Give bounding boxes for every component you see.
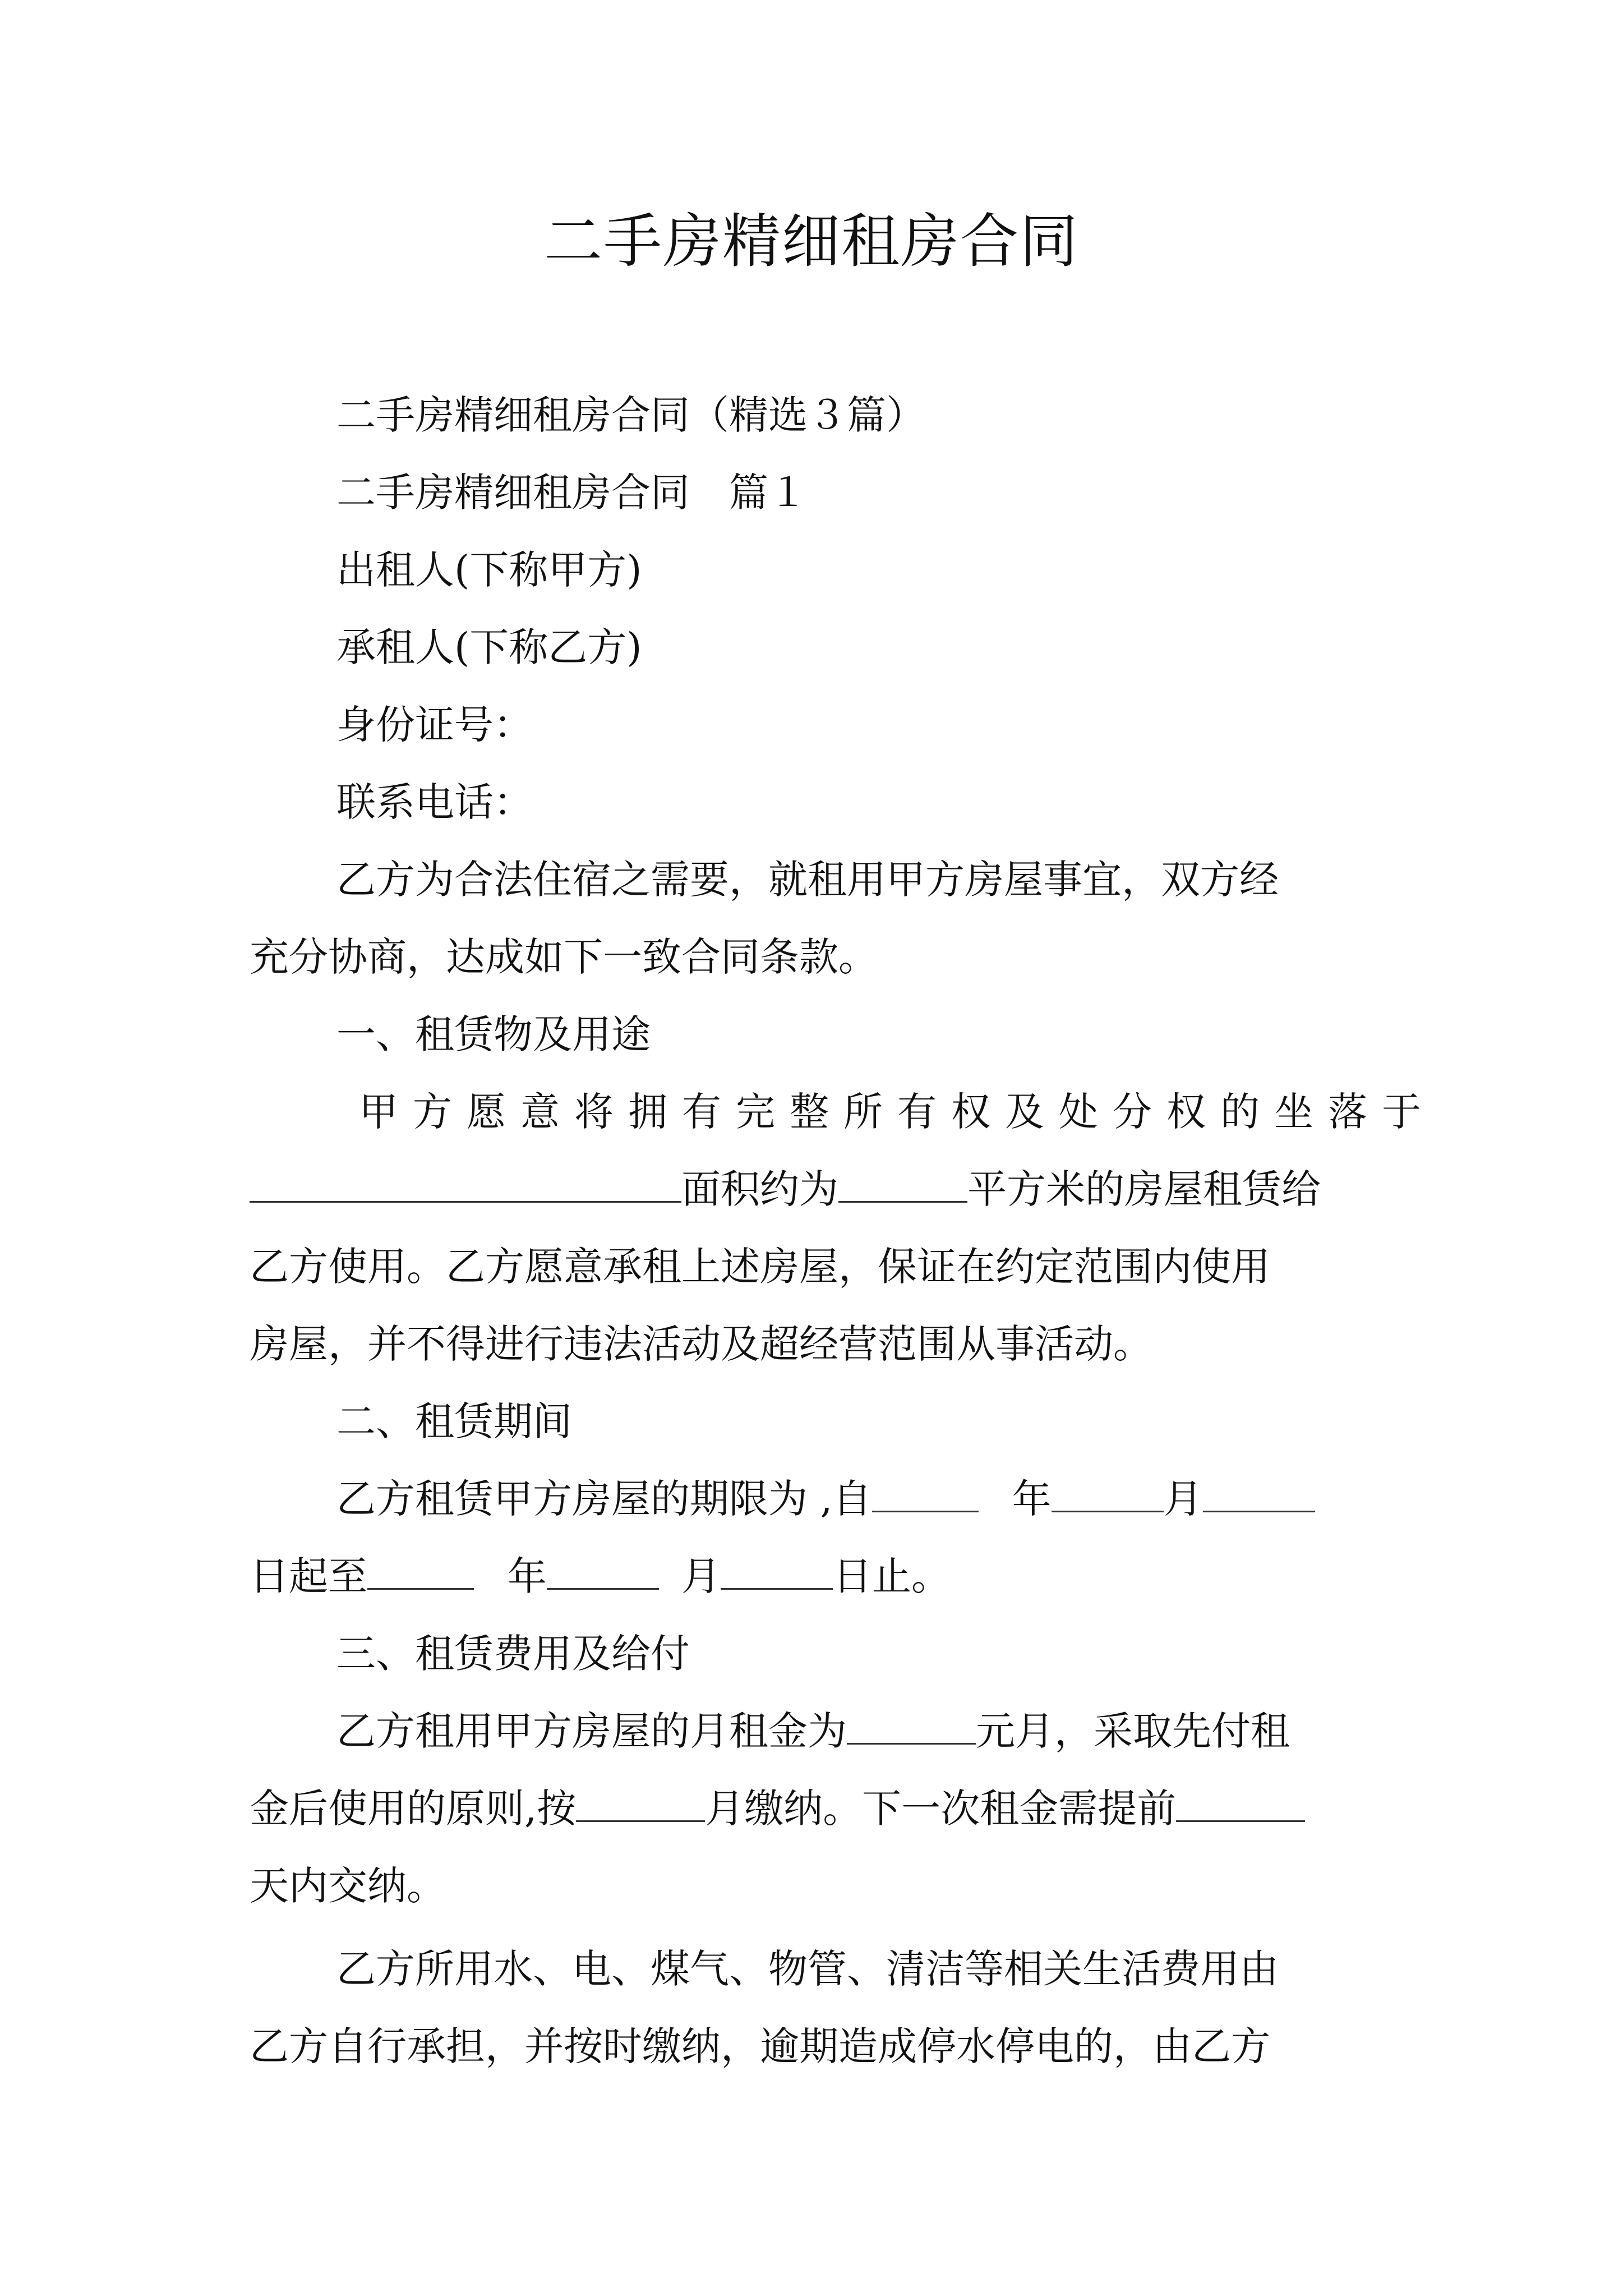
utilities-paragraph-line-2: 乙方自行承担，并按时缴纳，逾期造成停水停电的，由乙方: [250, 2023, 1270, 2069]
month-label: 月: [681, 1553, 721, 1599]
end-month-blank: [547, 1552, 659, 1590]
start-month-blank: [1052, 1475, 1164, 1512]
area-unit-text: 平方米的房屋租赁给: [967, 1166, 1321, 1212]
advance-days-blank: [1176, 1784, 1305, 1822]
monthly-rent-label: 乙方租用甲方房屋的月租金为: [336, 1708, 847, 1754]
utilities-paragraph-line-1: 乙方所用水、电、煤气、物管、清洁等相关生活费用由: [336, 1946, 1279, 1992]
end-text: 日止。: [833, 1553, 951, 1599]
contract-subtitle: 二手房精细租房合同（精选３篇）: [336, 392, 925, 438]
section-1-paragraph-line-1: [359, 1084, 1436, 1140]
section-1-paragraph-line-4: 房屋，并不得进行违法活动及超经营范围从事活动。: [250, 1321, 1152, 1367]
section-2-heading: 二、租赁期间: [336, 1398, 572, 1444]
year-label: 年: [1012, 1476, 1052, 1522]
end-day-blank: [721, 1552, 833, 1590]
payment-interval-blank: [576, 1784, 705, 1822]
lease-term-text: 乙方租赁甲方房屋的期限为 ,自: [336, 1476, 872, 1522]
id-number-line: 身份证号：: [336, 702, 533, 748]
advance-notice-text: 月缴纳。下一次租金需提前: [705, 1786, 1177, 1832]
chapter-heading: 二手房精细租房合同 篇１: [336, 470, 808, 516]
year-label: 年: [508, 1553, 547, 1599]
section-1-text: 甲方愿意将拥有完整所有权及处分权的坐落于: [359, 1089, 1436, 1135]
section-3-heading: 三、租赁费用及给付: [336, 1631, 690, 1677]
document-title: 二手房精细租房合同: [543, 207, 1079, 275]
section-1-paragraph-line-2: [250, 1161, 1321, 1217]
section-3-paragraph-line-3: 天内交纳。: [250, 1863, 446, 1909]
phone-line: 联系电话：: [336, 779, 533, 825]
start-year-blank: [872, 1475, 979, 1512]
monthly-rent-blank: [847, 1707, 976, 1745]
lessor-line: 出租人(下称甲方): [336, 547, 642, 593]
section-2-paragraph-line-2: [250, 1548, 951, 1604]
intro-paragraph-line-2: 充分协商，达成如下一致合同条款。: [250, 934, 878, 980]
month-label: 月: [1163, 1476, 1203, 1522]
area-blank: [838, 1165, 967, 1203]
section-3-paragraph-line-1: [336, 1703, 1290, 1759]
payment-method-text: 元月，采取先付租: [976, 1708, 1290, 1754]
area-label: 面积约为: [681, 1166, 838, 1212]
start-day-blank: [1203, 1475, 1315, 1512]
section-2-paragraph-line-1: [336, 1471, 1315, 1527]
payment-interval-label: 金后使用的原则,按: [250, 1786, 577, 1832]
intro-paragraph-line-1: 乙方为合法住宿之需要，就租用甲方房屋事宜，双方经: [336, 857, 1279, 903]
section-1-paragraph-line-3: 乙方使用。乙方愿意承租上述房屋，保证在约定范围内使用: [250, 1244, 1270, 1290]
until-text: 日起至: [250, 1553, 367, 1599]
section-3-paragraph-line-2: [250, 1780, 1305, 1837]
section-1-heading: 一、租赁物及用途: [336, 1011, 651, 1057]
lessee-line: 承租人(下称乙方): [336, 624, 642, 670]
end-year-blank: [367, 1552, 474, 1590]
location-blank: [250, 1165, 681, 1203]
